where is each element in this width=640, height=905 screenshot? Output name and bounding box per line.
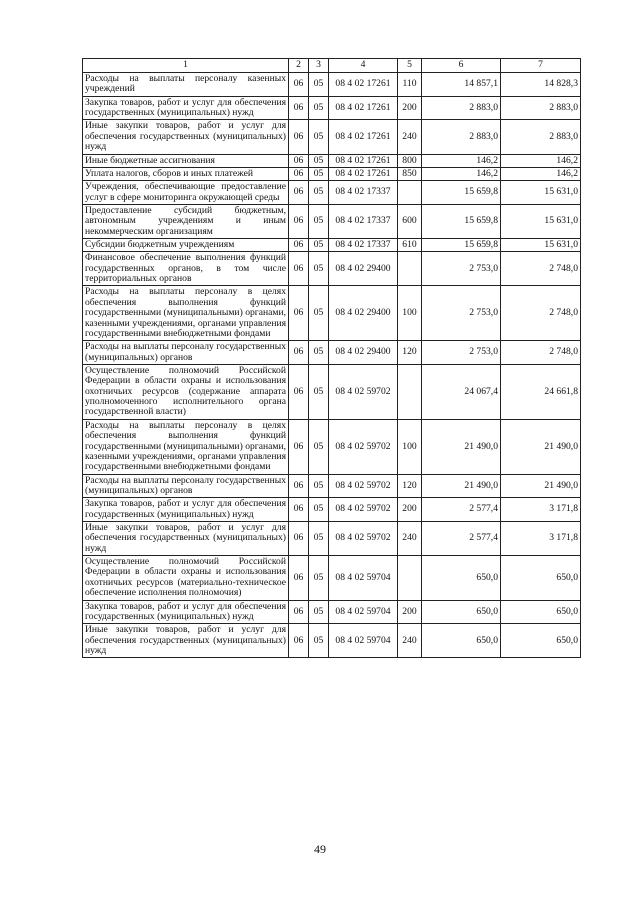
row-name: Иные закупки товаров, работ и услуг для обеспечения государственных (муниципальных) нужд [83, 624, 289, 658]
table-row [83, 120, 581, 154]
expense-type-code: 200 [398, 600, 422, 624]
expense-type-code: 120 [398, 474, 422, 498]
header-col-1: 1 [83, 59, 289, 73]
subsection-code: 05 [309, 96, 329, 120]
amount-year-1: 146,2 [422, 167, 501, 180]
subsection-code: 05 [309, 181, 329, 205]
subsection-code: 05 [309, 419, 329, 474]
target-article-code: 08 4 02 29400 [329, 252, 398, 286]
expense-type-code: 200 [398, 498, 422, 522]
amount-year-1: 2 753,0 [422, 341, 501, 365]
target-article-code: 08 4 02 17337 [329, 239, 398, 252]
row-name: Уплата налогов, сборов и иных платежей [83, 167, 289, 180]
table-row [83, 252, 581, 286]
row-name: Иные закупки товаров, работ и услуг для обеспечения государственных (муниципальных) нужд [83, 522, 289, 556]
row-name: Закупка товаров, работ и услуг для обеспечения государственных (муниципальных) нужд [83, 96, 289, 120]
table-row [83, 167, 581, 180]
section-code: 06 [289, 419, 309, 474]
amount-year-2: 146,2 [501, 167, 581, 180]
amount-year-2: 21 490,0 [501, 474, 581, 498]
section-code: 06 [289, 204, 309, 238]
amount-year-2: 15 631,0 [501, 204, 581, 238]
table-body [83, 73, 581, 658]
row-name: Финансовое обеспечение выполнения функций государственных органов, в том числе территориальных органов [83, 252, 289, 286]
amount-year-1: 2 577,4 [422, 498, 501, 522]
subsection-code: 05 [309, 239, 329, 252]
subsection-code: 05 [309, 341, 329, 365]
row-name: Расходы на выплаты персоналу в целях обеспечения выполнения функций государственными (муниципальными) органами, казенными учреждениями, органами управления государственными внебюджетными фондами [83, 286, 289, 341]
table-row [83, 522, 581, 556]
section-code: 06 [289, 73, 309, 97]
header-col-7: 7 [501, 59, 581, 73]
row-name: Учреждения, обеспечивающие предоставление услуг в сфере мониторинга окружающей среды [83, 181, 289, 205]
table-row [83, 600, 581, 624]
amount-year-2: 146,2 [501, 154, 581, 167]
table-row [83, 239, 581, 252]
target-article-code: 08 4 02 59704 [329, 556, 398, 600]
subsection-code: 05 [309, 154, 329, 167]
section-code: 06 [289, 522, 309, 556]
target-article-code: 08 4 02 59702 [329, 364, 398, 419]
amount-year-1: 650,0 [422, 600, 501, 624]
expense-type-code: 850 [398, 167, 422, 180]
expense-type-code: 110 [398, 73, 422, 97]
subsection-code: 05 [309, 73, 329, 97]
amount-year-1: 21 490,0 [422, 474, 501, 498]
row-name: Расходы на выплаты персоналу государственных (муниципальных) органов [83, 341, 289, 365]
section-code: 06 [289, 286, 309, 341]
amount-year-2: 650,0 [501, 556, 581, 600]
section-code: 06 [289, 167, 309, 180]
expense-type-code: 600 [398, 204, 422, 238]
header-col-4: 4 [329, 59, 398, 73]
header-col-5: 5 [398, 59, 422, 73]
target-article-code: 08 4 02 59704 [329, 600, 398, 624]
section-code: 06 [289, 600, 309, 624]
amount-year-1: 2 753,0 [422, 252, 501, 286]
target-article-code: 08 4 02 59704 [329, 624, 398, 658]
subsection-code: 05 [309, 252, 329, 286]
expense-type-code [398, 364, 422, 419]
expense-type-code [398, 181, 422, 205]
expense-type-code: 240 [398, 624, 422, 658]
row-name: Осуществление полномочий Российской Федерации в области охраны и использования охотничьих ресурсов (материально-техническое обеспечение исполнения полномочия) [83, 556, 289, 600]
target-article-code: 08 4 02 17261 [329, 154, 398, 167]
expense-type-code: 120 [398, 341, 422, 365]
target-article-code: 08 4 02 59702 [329, 498, 398, 522]
section-code: 06 [289, 154, 309, 167]
header-col-2: 2 [289, 59, 309, 73]
amount-year-2: 650,0 [501, 600, 581, 624]
table-row [83, 364, 581, 419]
table-row [83, 624, 581, 658]
amount-year-1: 21 490,0 [422, 419, 501, 474]
target-article-code: 08 4 02 17337 [329, 204, 398, 238]
amount-year-2: 2 748,0 [501, 286, 581, 341]
section-code: 06 [289, 252, 309, 286]
amount-year-2: 650,0 [501, 624, 581, 658]
subsection-code: 05 [309, 624, 329, 658]
section-code: 06 [289, 556, 309, 600]
table-row [83, 181, 581, 205]
target-article-code: 08 4 02 17337 [329, 181, 398, 205]
amount-year-2: 21 490,0 [501, 419, 581, 474]
section-code: 06 [289, 181, 309, 205]
target-article-code: 08 4 02 17261 [329, 73, 398, 97]
expense-type-code: 100 [398, 419, 422, 474]
row-name: Закупка товаров, работ и услуг для обеспечения государственных (муниципальных) нужд [83, 600, 289, 624]
amount-year-2: 24 661,8 [501, 364, 581, 419]
amount-year-2: 14 828,3 [501, 73, 581, 97]
expense-type-code: 100 [398, 286, 422, 341]
amount-year-2: 15 631,0 [501, 181, 581, 205]
amount-year-1: 146,2 [422, 154, 501, 167]
expense-type-code [398, 252, 422, 286]
amount-year-1: 2 883,0 [422, 120, 501, 154]
row-name: Расходы на выплаты персоналу государственных (муниципальных) органов [83, 474, 289, 498]
table-row [83, 73, 581, 97]
section-code: 06 [289, 341, 309, 365]
table-row [83, 286, 581, 341]
subsection-code: 05 [309, 364, 329, 419]
target-article-code: 08 4 02 17261 [329, 96, 398, 120]
row-name: Расходы на выплаты персоналу в целях обеспечения выполнения функций государственными (муниципальными) органами, казенными учреждениями, органами управления государственными внебюджетными фондами [83, 419, 289, 474]
row-name: Субсидии бюджетным учреждениям [83, 239, 289, 252]
target-article-code: 08 4 02 29400 [329, 341, 398, 365]
expense-type-code: 800 [398, 154, 422, 167]
table-row [83, 96, 581, 120]
subsection-code: 05 [309, 556, 329, 600]
row-name: Иные бюджетные ассигнования [83, 154, 289, 167]
amount-year-1: 15 659,8 [422, 204, 501, 238]
amount-year-2: 2 883,0 [501, 120, 581, 154]
subsection-code: 05 [309, 286, 329, 341]
section-code: 06 [289, 364, 309, 419]
amount-year-2: 2 748,0 [501, 252, 581, 286]
amount-year-1: 15 659,8 [422, 239, 501, 252]
target-article-code: 08 4 02 29400 [329, 286, 398, 341]
row-name: Иные закупки товаров, работ и услуг для обеспечения государственных (муниципальных) нужд [83, 120, 289, 154]
target-article-code: 08 4 02 17261 [329, 167, 398, 180]
amount-year-1: 650,0 [422, 624, 501, 658]
section-code: 06 [289, 498, 309, 522]
row-name: Предоставление субсидий бюджетным, автономным учреждениям и иным некоммерческим организациям [83, 204, 289, 238]
header-col-3: 3 [309, 59, 329, 73]
table-row [83, 419, 581, 474]
budget-table [82, 58, 581, 658]
table-row [83, 204, 581, 238]
target-article-code: 08 4 02 59702 [329, 474, 398, 498]
target-article-code: 08 4 02 59702 [329, 419, 398, 474]
expense-type-code [398, 556, 422, 600]
amount-year-1: 2 577,4 [422, 522, 501, 556]
amount-year-2: 3 171,8 [501, 522, 581, 556]
section-code: 06 [289, 474, 309, 498]
amount-year-2: 2 748,0 [501, 341, 581, 365]
amount-year-2: 2 883,0 [501, 96, 581, 120]
subsection-code: 05 [309, 167, 329, 180]
row-name: Осуществление полномочий Российской Федерации в области охраны и использования охотничьих ресурсов (содержание аппарата уполномоченного исполнительного органа государственной власти) [83, 364, 289, 419]
amount-year-2: 3 171,8 [501, 498, 581, 522]
subsection-code: 05 [309, 600, 329, 624]
subsection-code: 05 [309, 474, 329, 498]
subsection-code: 05 [309, 120, 329, 154]
table-row [83, 474, 581, 498]
target-article-code: 08 4 02 59702 [329, 522, 398, 556]
row-name: Расходы на выплаты персоналу казенных учреждений [83, 73, 289, 97]
amount-year-1: 650,0 [422, 556, 501, 600]
subsection-code: 05 [309, 522, 329, 556]
amount-year-2: 15 631,0 [501, 239, 581, 252]
page-number: 49 [314, 842, 326, 856]
table-row [83, 556, 581, 600]
section-code: 06 [289, 239, 309, 252]
subsection-code: 05 [309, 204, 329, 238]
expense-type-code: 200 [398, 96, 422, 120]
target-article-code: 08 4 02 17261 [329, 120, 398, 154]
section-code: 06 [289, 120, 309, 154]
header-col-6: 6 [422, 59, 501, 73]
amount-year-1: 24 067,4 [422, 364, 501, 419]
table-row [83, 498, 581, 522]
amount-year-1: 2 883,0 [422, 96, 501, 120]
expense-type-code: 240 [398, 120, 422, 154]
subsection-code: 05 [309, 498, 329, 522]
table-row [83, 341, 581, 365]
amount-year-1: 2 753,0 [422, 286, 501, 341]
section-code: 06 [289, 624, 309, 658]
expense-type-code: 610 [398, 239, 422, 252]
amount-year-1: 15 659,8 [422, 181, 501, 205]
table-row [83, 154, 581, 167]
expense-type-code: 240 [398, 522, 422, 556]
row-name: Закупка товаров, работ и услуг для обеспечения государственных (муниципальных) нужд [83, 498, 289, 522]
amount-year-1: 14 857,1 [422, 73, 501, 97]
section-code: 06 [289, 96, 309, 120]
table-header-row [83, 59, 581, 73]
